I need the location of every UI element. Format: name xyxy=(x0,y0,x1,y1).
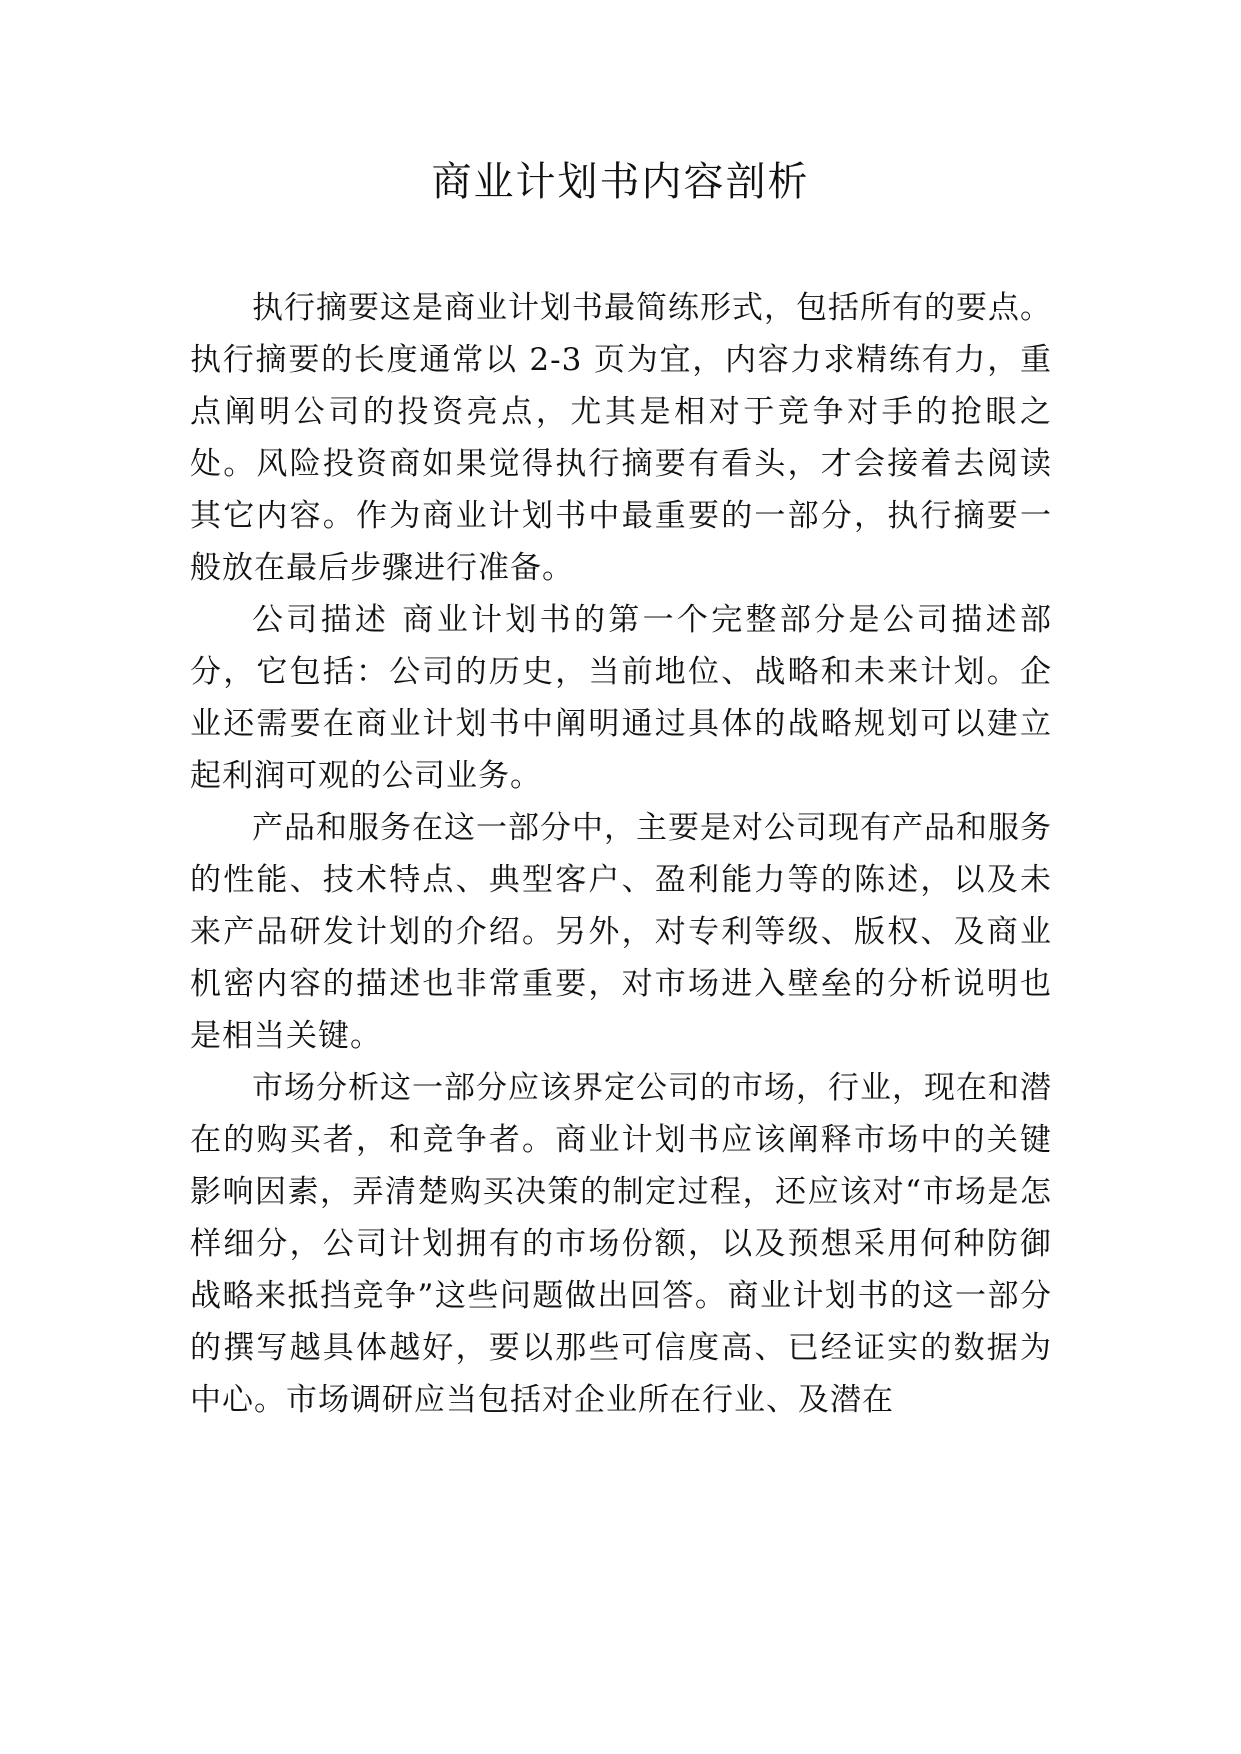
paragraph-market-analysis: 市场分析这一部分应该界定公司的市场，行业，现在和潜在的购买者，和竞争者。商业计划书应该阐释市场中的关键影响因素，弄清楚购买决策的制定过程，还应该对“市场是怎样细分，公司计划拥有的市场份额，以及预想采用何种防御战略来抵挡竞争”这些问题做出回答。商业计划书的这一部分的撰写越具体越好，要以那些可信度高、已经证实的数据为中心。市场调研应当包括对企业所在行业、及潜在 xyxy=(190,1070,1052,1418)
document-title: 商业计划书内容剖析 xyxy=(431,159,810,205)
paragraph-executive-summary: 执行摘要这是商业计划书最简练形式，包括所有的要点。执行摘要的长度通常以 2-3 页为宜，内容力求精练有力，重点阐明公司的投资亮点，尤其是相对于竞争对手的抢眼之处。风险投资商如果觉得执行摘要有看头，才会接着去阅读其它内容。作为商业计划书中最重要的一部分，执行摘要一般放在最后步骤进行准备。 xyxy=(190,290,1052,586)
document-body xyxy=(190,282,1052,1426)
paragraph-products-services: 产品和服务在这一部分中，主要是对公司现有产品和服务的性能、技术特点、典型客户、盈利能力等的陈述，以及未来产品研发计划的介绍。另外，对专利等级、版权、及商业机密内容的描述也非常重要，对市场进入壁垒的分析说明也是相当关键。 xyxy=(190,810,1052,1054)
paragraph-company-description: 公司描述 商业计划书的第一个完整部分是公司描述部分，它包括：公司的历史，当前地位、战略和未来计划。企业还需要在商业计划书中阐明通过具体的战略规划可以建立起利润可观的公司业务。 xyxy=(190,602,1052,794)
